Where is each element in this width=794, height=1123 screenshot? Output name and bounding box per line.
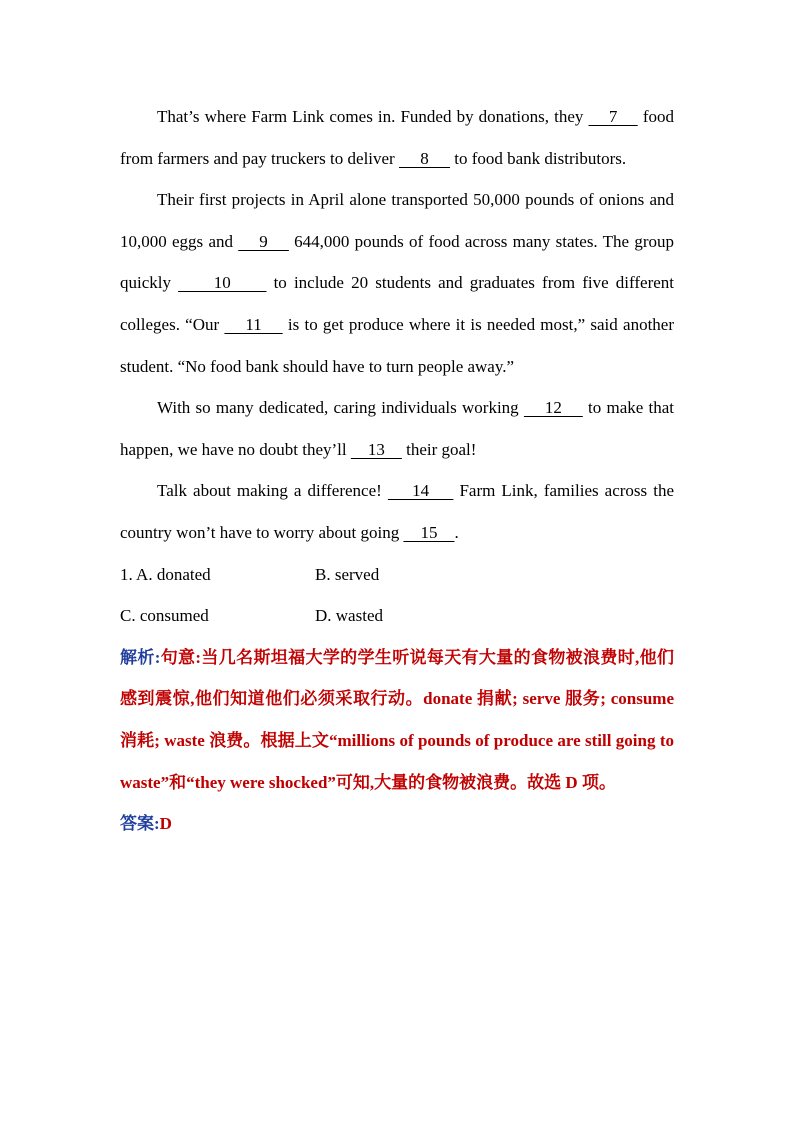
passage-paragraph-3 bbox=[120, 387, 674, 470]
blank-15: 15 bbox=[403, 522, 455, 542]
blank-14: 14 bbox=[387, 481, 454, 501]
option-d: D. wasted bbox=[315, 606, 383, 626]
question-options-row-2 bbox=[120, 595, 674, 637]
passage-paragraph-1 bbox=[120, 96, 674, 179]
blank-12: 12 bbox=[523, 398, 583, 418]
blank-8: 8 bbox=[398, 148, 450, 168]
passage-paragraph-2 bbox=[120, 179, 674, 387]
document-content bbox=[120, 96, 674, 845]
passage-text: Their first projects in April alone transported 50,000 pounds of onions and 10,000 eggs and bbox=[120, 190, 674, 251]
option-b: B. served bbox=[315, 564, 380, 584]
blank-7: 7 bbox=[588, 107, 638, 126]
passage-text: With so many dedicated, caring individuals working bbox=[157, 398, 524, 418]
passage-text: That’s where Farm Link comes in. Funded by donations, they bbox=[157, 107, 589, 126]
blank-13: 13 bbox=[350, 439, 402, 459]
answer-label: 答案: bbox=[120, 814, 160, 834]
blank-9: 9 bbox=[238, 231, 289, 251]
blank-11: 11 bbox=[224, 314, 283, 334]
option-c: C. consumed bbox=[120, 606, 209, 626]
question-options-row-1 bbox=[120, 554, 674, 596]
passage-text: 644,000 pounds of food across many states. The group quickly bbox=[120, 231, 674, 293]
blank-10: 10 bbox=[178, 273, 267, 293]
passage-text: Talk about making a difference! bbox=[157, 481, 388, 501]
analysis-label: 解析: bbox=[120, 647, 161, 667]
passage-text: Farm Link, families across the country won’t have to worry about going bbox=[120, 481, 674, 542]
answer-value: D bbox=[159, 814, 172, 834]
passage-text: to include 20 students and graduates from five different colleges. “Our bbox=[120, 273, 674, 334]
passage-text: their goal! bbox=[401, 439, 477, 459]
analysis-block bbox=[120, 637, 674, 803]
analysis-text: 句意:当几名斯坦福大学的学生听说每天有大量的食物被浪费时,他们感到震惊,他们知道他们必须采取行动。donate 捐献; serve 服务; consume 消耗; waste 浪费。根据上文“millions of pounds of produce are still going to waste”和“they were shocked”可知,大量的食物被浪费。故选 D 项。 bbox=[120, 647, 674, 792]
passage-text: is to get produce where it is needed most,” said another student. “No food bank should have to turn people away.” bbox=[120, 314, 674, 376]
option-a: 1. A. donated bbox=[120, 564, 211, 584]
passage-text: . bbox=[454, 522, 459, 542]
answer-block bbox=[120, 803, 674, 845]
passage-text: to food bank distributors. bbox=[449, 148, 627, 168]
passage-paragraph-4 bbox=[120, 470, 674, 553]
passage-text: food from farmers and pay truckers to deliver bbox=[120, 107, 674, 168]
passage-text: to make that happen, we have no doubt they’ll bbox=[120, 398, 675, 459]
